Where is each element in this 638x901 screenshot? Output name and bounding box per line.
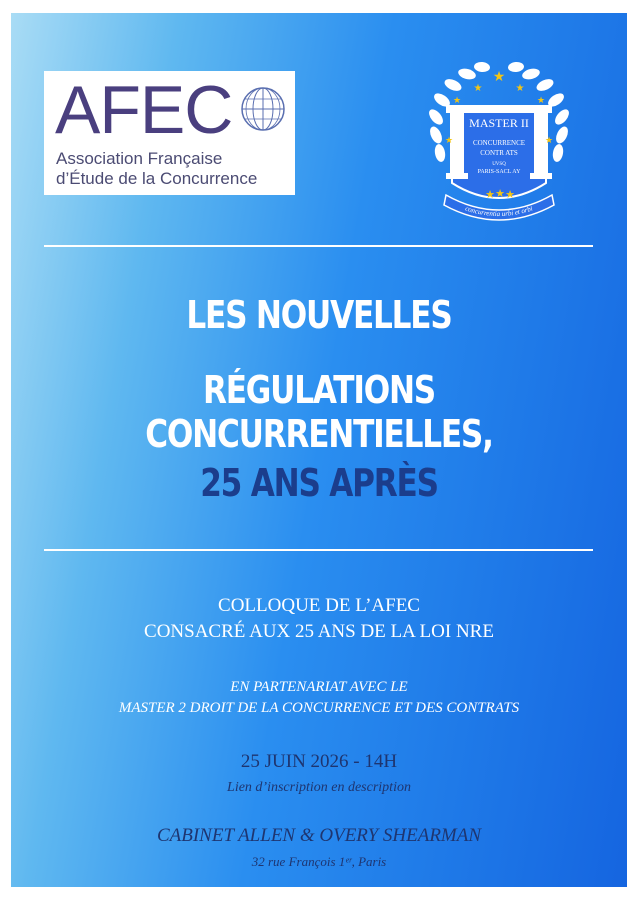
master-motto: concurrentia urbi et orbi [464,204,534,219]
top-divider [44,245,593,247]
svg-text:★: ★ [452,95,462,105]
afec-tagline-line2: d’Étude de la Concurrence [56,169,258,188]
master-line3: CONTR ATS [480,149,518,157]
event-address: 32 rue François 1ᵉʳ, Paris [251,854,387,869]
master-ii-emblem [420,45,578,225]
master-line2: CONCURRENCE [472,139,526,147]
event-venue: CABINET ALLEN & OVERY SHEARMAN [156,825,482,846]
partenariat-line1: EN PARTENARIAT AVEC LE [230,679,408,695]
svg-text:★: ★ [505,189,515,201]
event-poster [11,13,627,887]
globe-icon [237,83,289,135]
master-line4: UVSQ [492,162,506,167]
svg-text:★: ★ [473,83,483,94]
bottom-divider [44,549,593,551]
afec-logo [44,71,295,195]
colloque-line1: COLLOQUE DE L’AFEC [218,595,420,616]
colloque-line2: CONSACRÉ AUX 25 ANS DE LA LOI NRE [144,621,494,642]
master-line1: MASTER II [469,116,529,130]
svg-text:★: ★ [485,189,495,201]
partenariat-line2: MASTER 2 DROIT DE LA CONCURRENCE ET DES CONTRATS [118,700,520,716]
svg-text:★: ★ [444,135,454,145]
title-line3: 25 ANS APRÈS [200,461,438,505]
afec-tagline-line1: Association Française [56,149,223,168]
registration-note: Lien d’inscription en description [227,780,411,795]
title-line1: LES NOUVELLES [186,293,452,337]
svg-text:★: ★ [515,83,525,94]
svg-text:★: ★ [492,70,506,85]
afec-acronym: AFEC [55,72,233,148]
title-line2: RÉGULATIONS CONCURRENTIELLES, [145,368,493,456]
master-line5: PARIS-SACL AY [477,169,521,175]
svg-text:★: ★ [544,135,554,145]
svg-text:★: ★ [495,188,505,200]
event-date: 25 JUIN 2026 - 14H [240,751,398,772]
svg-text:★: ★ [536,95,546,105]
